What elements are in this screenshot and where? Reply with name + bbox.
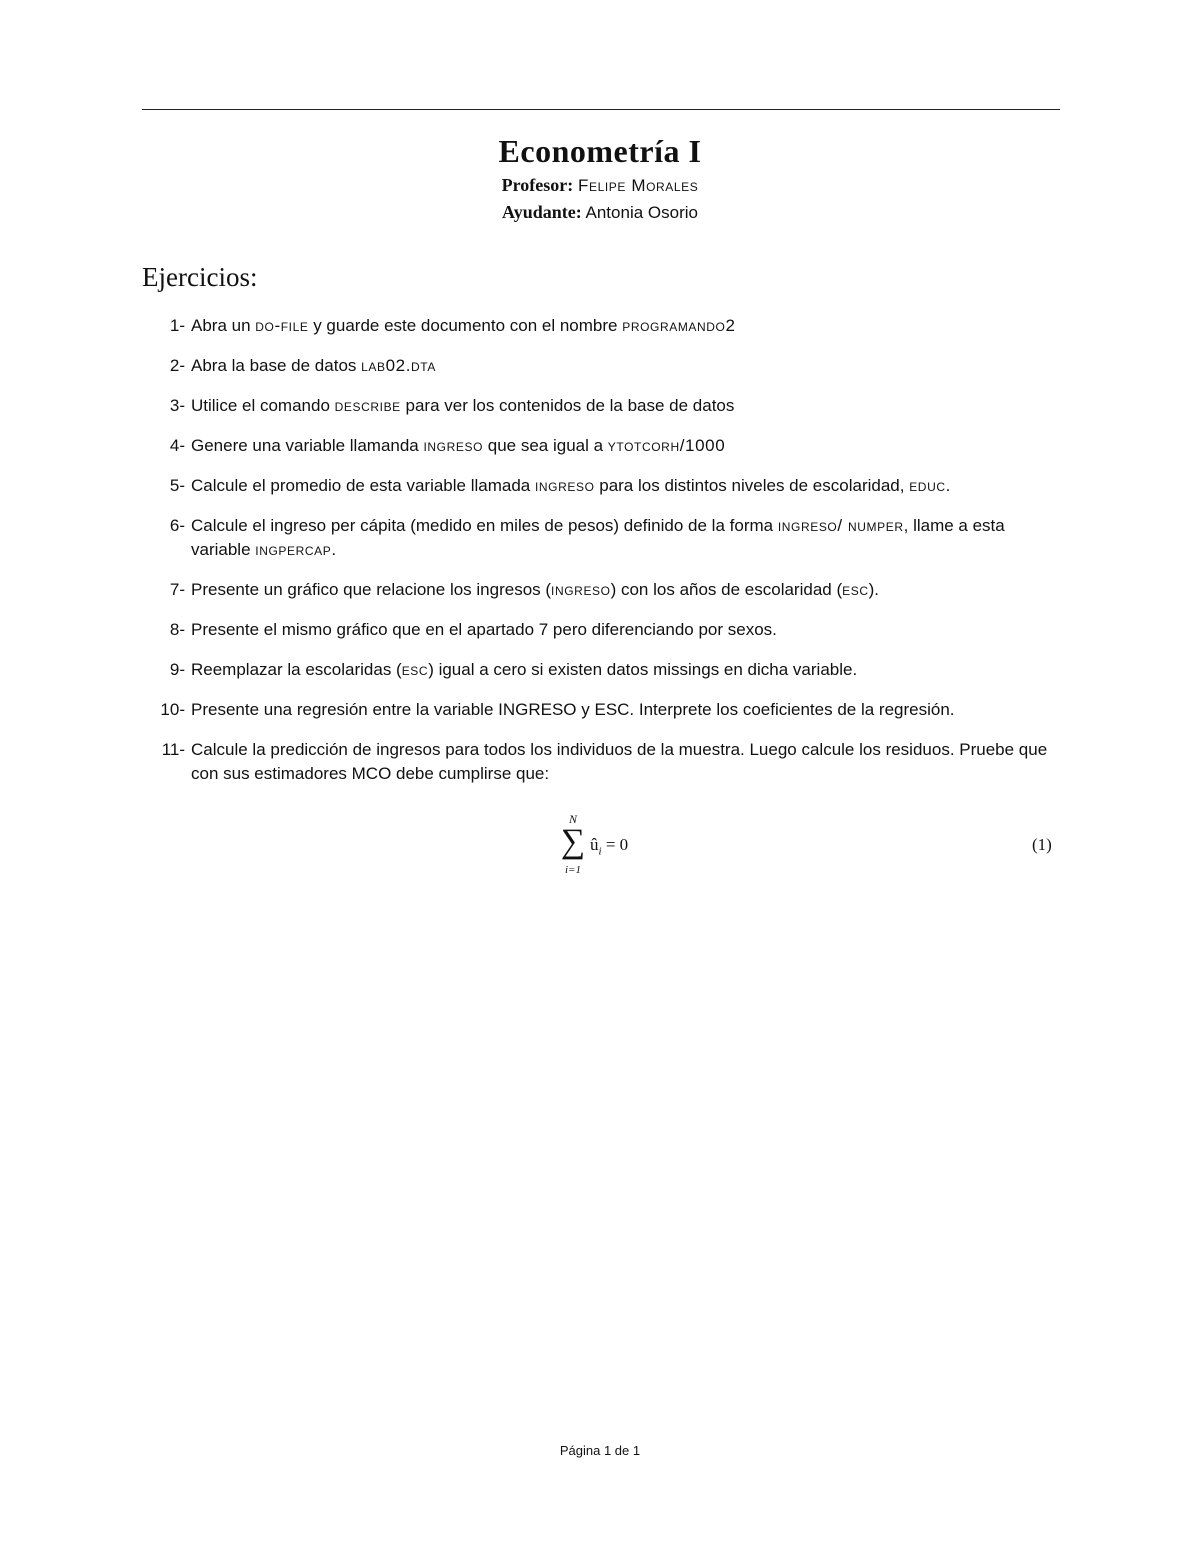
document-title: Econometría I	[498, 133, 702, 169]
header-rule	[142, 109, 1060, 110]
exercise-number: 1-	[169, 316, 185, 335]
professor-name: Felipe Morales	[578, 176, 699, 195]
exercise-text: .	[331, 540, 337, 559]
exercise-number: 3-	[169, 396, 185, 415]
exercise-number: 6-	[169, 516, 185, 535]
sum-symbol: ∑	[560, 823, 586, 860]
equation-number: (1)	[1032, 835, 1052, 854]
exercise-text: Calcule la predicción de ingresos para todos los individuos de la muestra. Luego calcule los residuos. Pruebe que con sus estimadores MCO debe cumplirse que:	[191, 740, 1048, 783]
exercise-text: ) con los años de escolaridad (	[610, 580, 843, 599]
exercise-number: 11-	[161, 740, 185, 759]
exercise-number: 7-	[169, 580, 185, 599]
assistant-label: Ayudante:	[502, 202, 582, 222]
exercise-list	[148, 314, 1063, 802]
assistant-line	[0, 202, 1200, 223]
exercise-text: Utilice el comando	[191, 396, 335, 415]
exercise-item	[148, 698, 1063, 722]
residual-term: û	[590, 835, 599, 854]
exercise-keyword: programando2	[622, 316, 736, 335]
exercise-keyword: ingpercap	[255, 540, 332, 559]
exercise-keyword: educ	[909, 476, 946, 495]
equation-rhs: = 0	[601, 835, 629, 854]
exercise-item	[148, 514, 1063, 562]
exercise-text: Presente un gráfico que relacione los ingresos (	[191, 580, 552, 599]
sum-lower-limit: i=1	[565, 864, 581, 876]
exercise-keyword: ingreso/ numper	[777, 516, 904, 535]
exercise-text: Abra la base de datos	[191, 356, 362, 375]
exercise-item	[148, 658, 1063, 682]
exercise-item	[148, 474, 1063, 498]
exercise-text: que sea igual a	[483, 436, 608, 455]
section-title: Ejercicios:	[142, 262, 258, 292]
exercise-item	[148, 434, 1063, 458]
exercise-item	[148, 618, 1063, 642]
exercise-keyword: esc	[401, 660, 429, 679]
exercise-keyword: esc	[842, 580, 869, 599]
exercise-text: Genere una variable llamanda	[191, 436, 424, 455]
exercise-text: .	[945, 476, 951, 495]
exercise-text: ) igual a cero si existen datos missings en dicha variable.	[428, 660, 858, 679]
page-footer: Página 1 de 1	[559, 1443, 641, 1458]
professor-line	[0, 175, 1200, 196]
exercise-keyword: do-file	[255, 316, 309, 335]
equation	[0, 808, 1200, 888]
exercise-text: ).	[868, 580, 879, 599]
exercise-keyword: describe	[334, 396, 401, 415]
assistant-name: Antonia Osorio	[585, 203, 698, 222]
exercise-keyword: ytotcorh/1000	[607, 436, 726, 455]
exercise-keyword: ingreso	[551, 580, 611, 599]
exercise-item	[148, 738, 1063, 786]
exercise-text: Presente una regresión entre la variable INGRESO y ESC. Interprete los coeficientes de la regresión.	[191, 700, 955, 719]
exercise-number: 5-	[169, 476, 185, 495]
exercise-text: para los distintos niveles de escolaridad,	[594, 476, 910, 495]
exercise-number: 10-	[160, 700, 185, 719]
exercise-item	[148, 394, 1063, 418]
sum-upper-limit: N	[568, 812, 577, 826]
exercise-keyword: ingreso	[534, 476, 595, 495]
exercise-text: Abra un	[191, 316, 256, 335]
exercise-number: 9-	[169, 660, 185, 679]
exercise-text: , llame a esta variable	[191, 516, 1005, 559]
exercise-text: Calcule el promedio de esta variable llamada	[191, 476, 535, 495]
exercise-number: 2-	[169, 356, 185, 375]
exercise-keyword: ingreso	[423, 436, 484, 455]
exercise-text: Presente el mismo gráfico que en el apartado 7 pero diferenciando por sexos.	[191, 620, 777, 639]
equation-body	[590, 835, 628, 857]
exercise-number: 8-	[169, 620, 185, 639]
exercise-item	[148, 354, 1063, 378]
professor-label: Profesor:	[501, 175, 574, 195]
exercise-item	[148, 578, 1063, 602]
residual-subscript: i	[598, 845, 602, 858]
exercise-text: y guarde este documento con el nombre	[308, 316, 623, 335]
exercise-text: Reemplazar la escolaridas (	[191, 660, 402, 679]
exercise-item	[148, 314, 1063, 338]
exercise-text: para ver los contenidos de la base de datos	[400, 396, 735, 415]
exercise-number: 4-	[169, 436, 185, 455]
summation	[553, 808, 593, 886]
exercise-text: Calcule el ingreso per cápita (medido en miles de pesos) definido de la forma	[191, 516, 778, 535]
exercise-keyword: lab02.dta	[361, 356, 436, 375]
